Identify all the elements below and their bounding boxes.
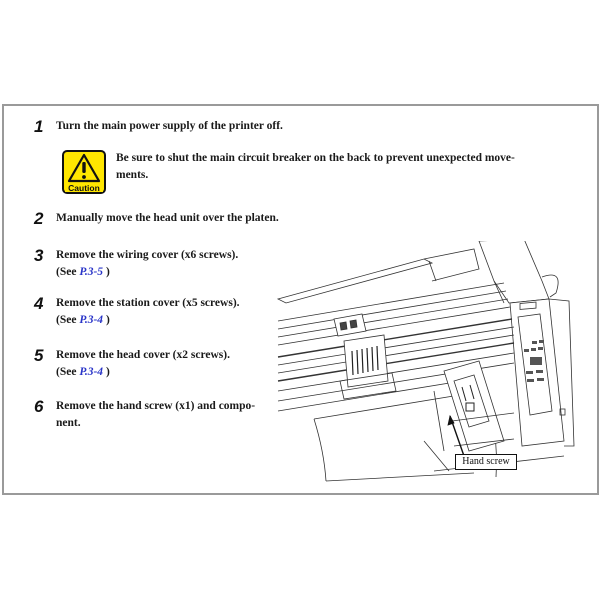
- page-link-p3-5[interactable]: P.3-5: [79, 266, 104, 278]
- step-1-number: 1: [34, 117, 44, 136]
- see-prefix: (See: [56, 314, 80, 326]
- see-prefix: (See: [56, 266, 80, 278]
- step-6-text: [56, 398, 255, 432]
- step-5-number: 5: [34, 346, 44, 365]
- see-suffix: ): [103, 266, 110, 278]
- step-3-instruction: Remove the wiring cover (x6 screws).: [56, 249, 239, 261]
- step-4-instruction: Remove the station cover (x5 screws).: [56, 297, 240, 309]
- caution-warning-icon: [62, 150, 106, 194]
- step-3-number: 3: [34, 246, 44, 265]
- step-1-text: Turn the main power supply of the printer off.: [56, 120, 283, 132]
- step-5-reference: [56, 364, 230, 381]
- step-3-reference: [56, 264, 238, 281]
- see-suffix: ): [103, 314, 110, 326]
- caution-line-2: ments.: [116, 169, 149, 181]
- caution-line-1: Be sure to shut the main circuit breaker on the back to prevent unexpected move-: [116, 152, 515, 164]
- step-3-text: [56, 247, 238, 281]
- step-6-number: 6: [34, 397, 44, 416]
- printer-illustration: [274, 241, 594, 491]
- step-5-instruction: Remove the head cover (x2 screws).: [56, 349, 230, 361]
- caution-message: [116, 150, 515, 184]
- step-4-number: 4: [34, 294, 44, 313]
- step-5-text: [56, 347, 230, 381]
- step-4-reference: [56, 312, 240, 329]
- page-link-p3-4-head[interactable]: P.3-4: [79, 366, 104, 378]
- see-prefix: (See: [56, 366, 80, 378]
- step-2-text: Manually move the head unit over the platen.: [56, 212, 279, 224]
- step-2-number: 2: [34, 209, 44, 228]
- step-4-text: [56, 295, 240, 329]
- hand-screw-callout: Hand screw: [455, 454, 517, 470]
- see-suffix: ): [103, 366, 110, 378]
- document-frame: [2, 104, 599, 495]
- page-link-p3-4[interactable]: P.3-4: [79, 314, 104, 326]
- step-6-line-2: nent.: [56, 417, 81, 429]
- svg-text:Caution: Caution: [68, 183, 100, 193]
- step-6-line-1: Remove the hand screw (x1) and compo-: [56, 400, 256, 412]
